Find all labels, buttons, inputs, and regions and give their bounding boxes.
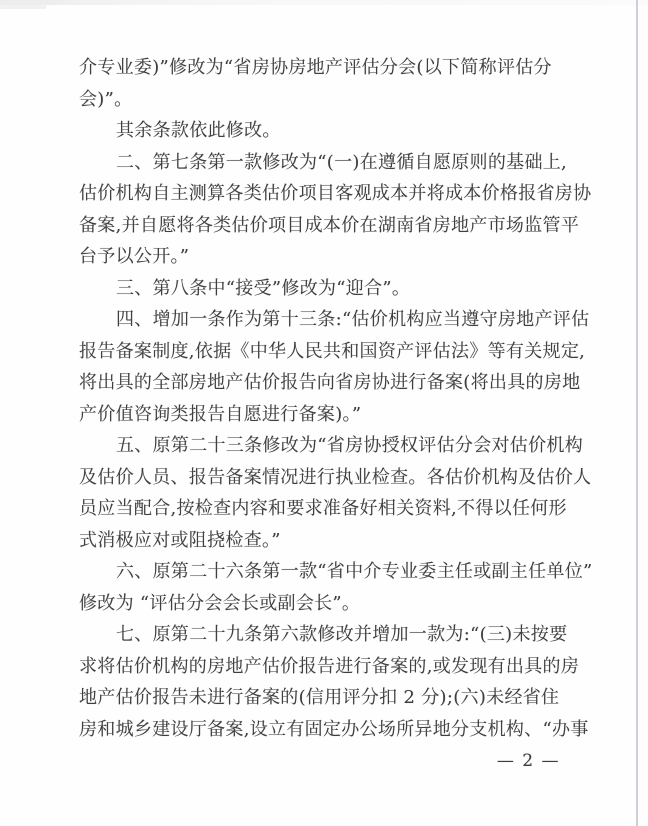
text-line: 其余条款依此修改。 xyxy=(116,120,281,141)
text-line: 三、第八条中“接受”修改为“迎合”。 xyxy=(116,277,411,299)
text-line: 五、原第二十三条修改为“省房协授权评估分会对估价机构 xyxy=(116,435,583,456)
document-body xyxy=(79,52,593,745)
text-line: 产价值咨询类报告自愿进行备案)。” xyxy=(79,403,362,425)
text-line: 式消极应对或阻挠检查。” xyxy=(79,529,281,551)
text-line: 修改为 “评估分会会长或副会长”。 xyxy=(79,592,361,614)
scan-corner-smudge xyxy=(0,0,46,9)
text-line: 报告备案制度,依据《中华人民共和国资产评估法》等有关规定, xyxy=(79,340,586,362)
text-line: 四、增加一条作为第十三条:“估价机构应当遵守房地产评估 xyxy=(116,309,590,330)
text-line: 会)”。 xyxy=(79,88,133,110)
scan-right-edge-line xyxy=(636,0,638,826)
text-line: 房和城乡建设厅备案,设立有固定办公场所异地分支机构、“办事 xyxy=(79,718,589,740)
text-line: 将出具的全部房地产估价报告向省房协进行备案(将出具的房地 xyxy=(79,372,581,393)
text-line: 七、原第二十九条第六款修改并增加一款为:“(三)未按要 xyxy=(116,624,568,645)
text-line: 六、原第二十六条第一款“省中介专业委主任或副主任单位” xyxy=(116,561,593,582)
page-number: — 2 — xyxy=(496,751,560,771)
text-line: 估价机构自主测算各类估价项目客观成本并将成本价格报省房协 xyxy=(79,183,592,204)
text-line: 员应当配合,按检查内容和要求准备好相关资料,不得以任何形 xyxy=(79,498,567,519)
scan-top-edge-artifact xyxy=(0,0,648,5)
text-line: 备案,并自愿将各类估价项目成本价在湖南省房地产市场监管平 xyxy=(79,214,580,236)
text-line: 求将估价机构的房地产估价报告进行备案的,或发现有出具的房 xyxy=(79,655,580,677)
text-line: 二、第七条第一款修改为“(一)在遵循自愿原则的基础上, xyxy=(116,151,568,173)
text-line: 地产估价报告未进行备案的(信用评分扣 2 分);(六)未经省住 xyxy=(79,687,560,708)
text-line: 介专业委)”修改为“省房协房地产评估分会(以下简称评估分 xyxy=(79,57,552,78)
text-line: 台予以公开。” xyxy=(79,246,190,267)
text-line: 及估价人员、报告备案情况进行执业检查。各估价机构及估价人 xyxy=(79,466,592,488)
